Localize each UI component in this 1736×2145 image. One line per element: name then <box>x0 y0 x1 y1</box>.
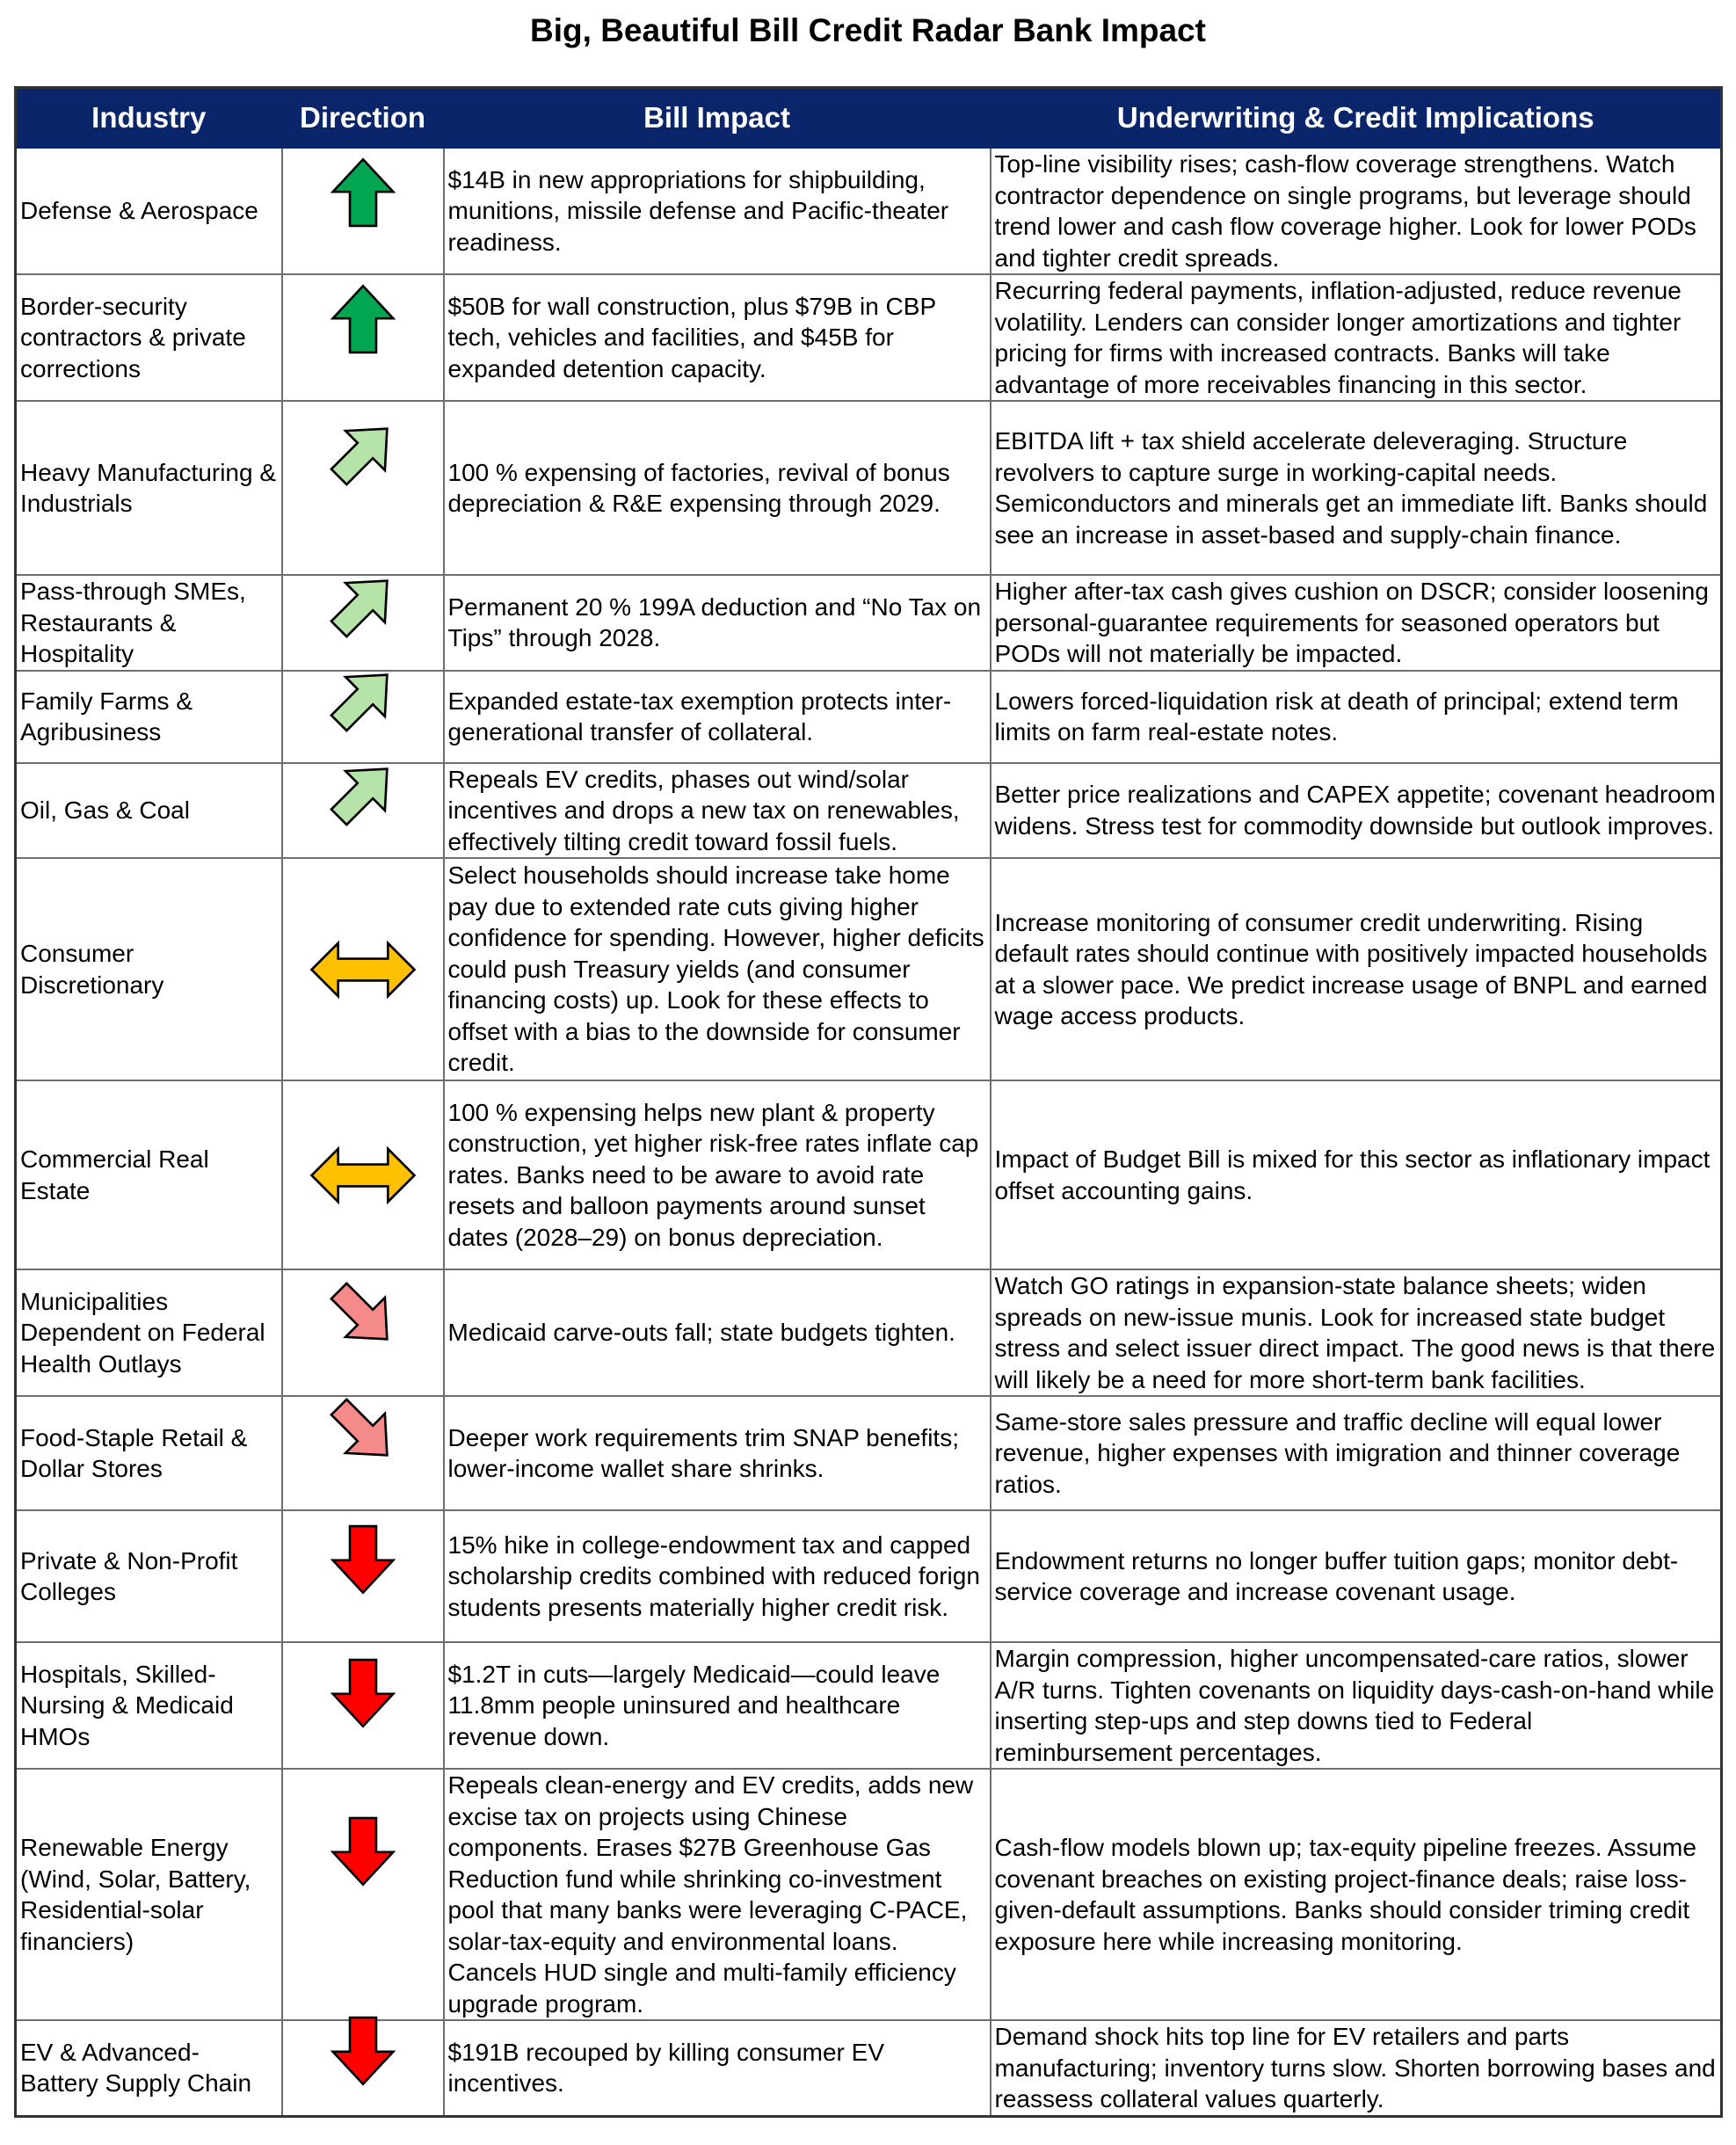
pink-diagonal-down-arrow-icon <box>324 1392 402 1470</box>
direction-cell <box>282 401 444 575</box>
industry-cell: Food-Staple Retail & Dollar Stores <box>16 1396 282 1510</box>
implications-cell: Same-store sales pressure and traffic decline will equal lower revenue, higher expenses with imigration and thinner coverage ratios. <box>991 1396 1722 1510</box>
red-down-arrow-icon <box>324 1812 402 1889</box>
bill-impact-cell: Deeper work requirements trim SNAP benefits; lower-income wallet share shrinks. <box>444 1396 991 1510</box>
green-up-arrow-icon <box>324 281 402 359</box>
yellow-double-headed-arrow-icon <box>309 1144 418 1207</box>
direction-cell <box>282 148 444 274</box>
bill-impact-cell: $50B for wall construction, plus $79B in CBP tech, vehicles and facilities, and $45B for expanded detention capacity. <box>444 274 991 401</box>
table-row <box>16 2020 1722 2116</box>
table-row <box>16 1510 1722 1642</box>
table-row <box>16 858 1722 1080</box>
bill-impact-cell: Repeals clean-energy and EV credits, adds new excise tax on projects using Chinese components. Erases $27B Greenhouse Gas Reduction fund while shrinking co-investment pool that many banks were leveraging C-PACE, solar-tax-equity and environmental loans. Cancels HUD single and multi-family efficiency upgrade program. <box>444 1769 991 2020</box>
bill-impact-cell: Medicaid carve-outs fall; state budgets tighten. <box>444 1269 991 1396</box>
direction-cell <box>282 763 444 859</box>
table-row <box>16 763 1722 859</box>
table-body <box>16 148 1722 2116</box>
table-header <box>16 88 1722 149</box>
green-up-arrow-icon <box>324 155 402 232</box>
table-row <box>16 1080 1722 1269</box>
direction-cell <box>282 1396 444 1510</box>
direction-cell <box>282 1769 444 2020</box>
bill-impact-cell: $14B in new appropriations for shipbuilding, munitions, missile defense and Pacific-theater readiness. <box>444 148 991 274</box>
pink-diagonal-down-arrow-icon <box>324 1276 402 1354</box>
red-down-arrow-icon <box>324 1520 402 1597</box>
table-row <box>16 1769 1722 2020</box>
implications-cell: Better price realizations and CAPEX appetite; covenant headroom widens. Stress test for commodity downside but outlook improves. <box>991 763 1722 859</box>
implications-cell: Recurring federal payments, inflation-adjusted, reduce revenue volatility. Lenders can consider longer amortizations and tighter pricing for firms with increased contracts. Banks will take advantage of more receivables financing in this sector. <box>991 274 1722 401</box>
header-implications: Underwriting & Credit Implications <box>991 88 1722 149</box>
light-green-diagonal-up-arrow-icon <box>324 660 402 738</box>
bill-impact-cell: 15% hike in college-endowment tax and capped scholarship credits combined with reduced forign students presents materially higher credit risk. <box>444 1510 991 1642</box>
direction-cell <box>282 1642 444 1769</box>
direction-cell <box>282 858 444 1080</box>
direction-cell <box>282 575 444 671</box>
implications-cell: EBITDA lift + tax shield accelerate deleveraging. Structure revolvers to capture surge in working-capital needs. Semiconductors and minerals get an immediate lift. Banks should see an increase in asset-based and supply-chain finance. <box>991 401 1722 575</box>
direction-cell <box>282 274 444 401</box>
bill-impact-cell: Permanent 20 % 199A deduction and “No Tax on Tips” through 2028. <box>444 575 991 671</box>
bill-impact-cell: Expanded estate-tax exemption protects inter-generational transfer of collateral. <box>444 671 991 763</box>
header-bill-impact: Bill Impact <box>444 88 991 149</box>
credit-radar-table <box>14 86 1723 2118</box>
table-row <box>16 575 1722 671</box>
red-down-arrow-icon <box>324 2011 402 2089</box>
direction-cell <box>282 1080 444 1269</box>
implications-cell: Watch GO ratings in expansion-state balance sheets; widen spreads on new-issue munis. Look for increased state budget stress and select issuer direct impact. The good news is that there will likely be a need for more short-term bank facilities. <box>991 1269 1722 1396</box>
industry-cell: Oil, Gas & Coal <box>16 763 282 859</box>
bill-impact-cell: 100 % expensing helps new plant & property construction, yet higher risk-free rates inflate cap rates. Banks need to be aware to avoid rate resets and balloon payments around sunset dates (2028–29) on bonus depreciation. <box>444 1080 991 1269</box>
implications-cell: Top-line visibility rises; cash-flow coverage strengthens. Watch contractor dependence on single programs, but leverage should trend lower and cash flow coverage higher. Look for lower PODs and tighter credit spreads. <box>991 148 1722 274</box>
table-row <box>16 671 1722 763</box>
implications-cell: Higher after-tax cash gives cushion on DSCR; consider loosening personal-guarantee requirements for seasoned operators but PODs will not materially be impacted. <box>991 575 1722 671</box>
industry-cell: Defense & Aerospace <box>16 148 282 274</box>
direction-cell <box>282 1510 444 1642</box>
light-green-diagonal-up-arrow-icon <box>324 566 402 644</box>
implications-cell: Margin compression, higher uncompensated-care ratios, slower A/R turns. Tighten covenants on liquidity days-cash-on-hand while inserting step-ups and step downs tied to Federal reminbursement percentages. <box>991 1642 1722 1769</box>
direction-cell <box>282 1269 444 1396</box>
direction-cell <box>282 671 444 763</box>
bill-impact-cell: $1.2T in cuts—largely Medicaid—could leave 11.8mm people uninsured and healthcare revenue down. <box>444 1642 991 1769</box>
bill-impact-cell: Select households should increase take home pay due to extended rate cuts giving higher confidence for spending. However, higher deficits could push Treasury yields (and consumer financing costs) up. Look for these effects to offset with a bias to the downside for consumer credit. <box>444 858 991 1080</box>
bill-impact-cell: Repeals EV credits, phases out wind/solar incentives and drops a new tax on renewables, effectively tilting credit toward fossil fuels. <box>444 763 991 859</box>
table-row <box>16 274 1722 401</box>
table-row <box>16 1396 1722 1510</box>
header-direction: Direction <box>282 88 444 149</box>
implications-cell: Lowers forced-liquidation risk at death of principal; extend term limits on farm real-estate notes. <box>991 671 1722 763</box>
industry-cell: Pass-through SMEs, Restaurants & Hospitality <box>16 575 282 671</box>
implications-cell: Endowment returns no longer buffer tuition gaps; monitor debt-service coverage and increase covenant usage. <box>991 1510 1722 1642</box>
industry-cell: Renewable Energy (Wind, Solar, Battery, Residential-solar financiers) <box>16 1769 282 2020</box>
bill-impact-cell: $191B recouped by killing consumer EV incentives. <box>444 2020 991 2116</box>
industry-cell: Hospitals, Skilled-Nursing & Medicaid HMOs <box>16 1642 282 1769</box>
implications-cell: Cash-flow models blown up; tax-equity pipeline freezes. Assume covenant breaches on existing project-finance deals; raise loss-given-default assumptions. Banks should consider triming credit exposure here while increasing monitoring. <box>991 1769 1722 2020</box>
industry-cell: Private & Non-Profit Colleges <box>16 1510 282 1642</box>
direction-cell <box>282 2020 444 2116</box>
implications-cell: Demand shock hits top line for EV retailers and parts manufacturing; inventory turns slow. Shorten borrowing bases and reassess collateral values quarterly. <box>991 2020 1722 2116</box>
industry-cell: Commercial Real Estate <box>16 1080 282 1269</box>
industry-cell: Municipalities Dependent on Federal Health Outlays <box>16 1269 282 1396</box>
implications-cell: Impact of Budget Bill is mixed for this sector as inflationary impact offset accounting gains. <box>991 1080 1722 1269</box>
light-green-diagonal-up-arrow-icon <box>324 754 402 832</box>
page-title: Big, Beautiful Bill Credit Radar Bank Impact <box>530 12 1206 48</box>
industry-cell: EV & Advanced-Battery Supply Chain <box>16 2020 282 2116</box>
yellow-double-headed-arrow-icon <box>309 938 418 1001</box>
bill-impact-cell: 100 % expensing of factories, revival of bonus depreciation & R&E expensing through 2029. <box>444 401 991 575</box>
table-row <box>16 1642 1722 1769</box>
industry-cell: Consumer Discretionary <box>16 858 282 1080</box>
table-row <box>16 1269 1722 1396</box>
table-row <box>16 401 1722 575</box>
table-row <box>16 148 1722 274</box>
red-down-arrow-icon <box>324 1654 402 1731</box>
implications-cell: Increase monitoring of consumer credit underwriting. Rising default rates should continue with positively impacted households at a slower pace. We predict increase usage of BNPL and earned wage access products. <box>991 858 1722 1080</box>
industry-cell: Border-security contractors & private corrections <box>16 274 282 401</box>
light-green-diagonal-up-arrow-icon <box>324 414 402 491</box>
industry-cell: Family Farms & Agribusiness <box>16 671 282 763</box>
header-industry: Industry <box>16 88 282 149</box>
industry-cell: Heavy Manufacturing & Industrials <box>16 401 282 575</box>
